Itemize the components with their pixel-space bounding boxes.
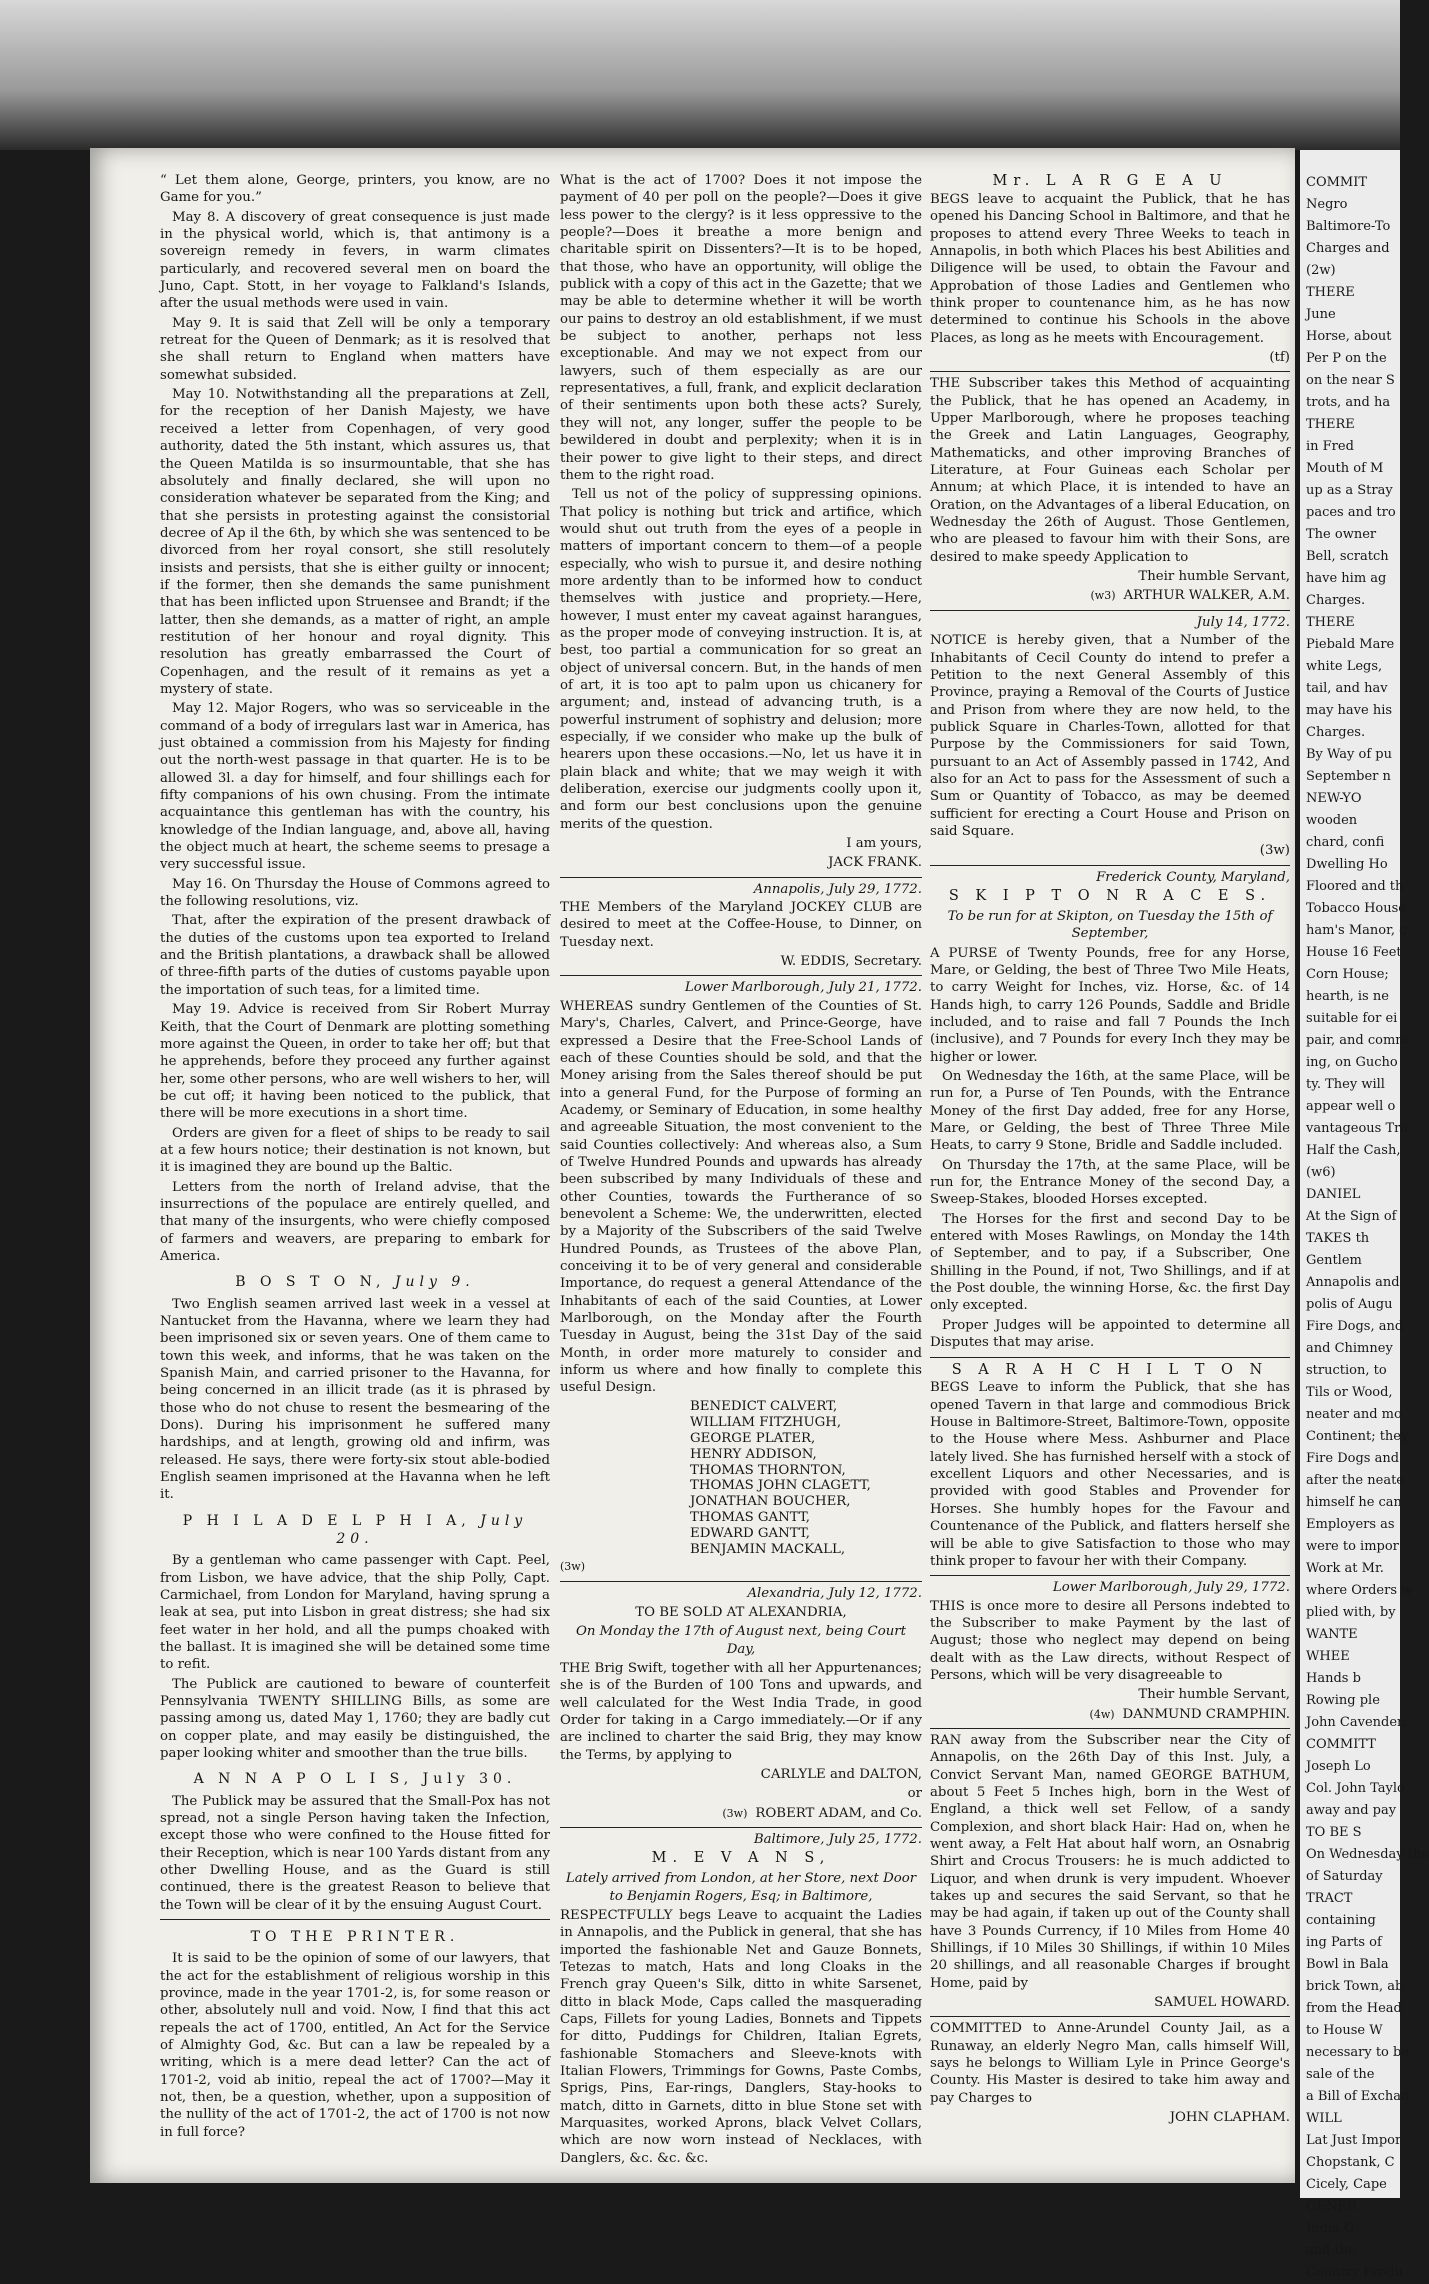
ad-text: A PURSE of Twenty Pounds, free for any Horse, Mare, or Gelding, the best of Three Two Mile Heats, to carry Weight for Inches, viz. Horse, &c. of 14 Hands high, to carry 126 Pounds, Saddle and Bridle included, and to raise and fall 7 Pounds the Inch (inclusive), and 7 Pounds for every Inch they may be higher or lower. xyxy=(930,945,1290,1065)
news-paragraph: May 19. Advice is received from Sir Robert Murray Keith, that the Court of Denmark are plotting something more against the Queen, in order to take her off; but that he apprehends, before they proceed any further against her, some other persons, who are well wishers to her, will be cut off; it having been noticed to the publick, that there will be more executions in a short time. xyxy=(160,1002,550,1122)
ad-signer-name: DANMUND CRAMPHIN. xyxy=(1122,1706,1290,1722)
partial-column-line: Dwelling Ho xyxy=(1306,857,1388,872)
ad-heading: S K I P T O N R A C E S. xyxy=(948,887,1272,904)
philadelphia-date: July 20. xyxy=(336,1512,528,1547)
news-paragraph: Letters from the north of Ireland advise, that the insurrections of the populace are entirely quelled, and that many of the insurgents, who were chiefly composed of farmers and weavers, are preparing to embark for America. xyxy=(160,1179,550,1264)
partial-column-line: hearth, is ne xyxy=(1306,989,1389,1004)
partial-column-line: Half the Cash, xyxy=(1306,1143,1401,1158)
trustee-name: HENRY ADDISON, xyxy=(690,1446,817,1462)
alexandria-sale-ad xyxy=(560,1585,922,1822)
partial-column-line: a Bill of Exchan xyxy=(1306,2089,1410,2104)
ad-text: NOTICE is hereby given, that a Number of the Inhabitants of Cecil County do intend to prefer a Petition to the next General Assembly of this Province, praying a Removal of the Courts of Justice and Prison from where they are now held, to the publick Square in Charles-Town, allotted for that Purpose by the Commissioners for said Town, pursuant to an Act of Assembly passed in 1742, And also for an Act to pass for the Assessment of such a Sum or Quantity of Tobacco, as may be deemed sufficient for erecting a Court House and Prison on said Square. xyxy=(930,633,1290,839)
partial-column-line: ing, on Gucho xyxy=(1306,1055,1398,1070)
ad-text: The Horses for the first and second Day to be entered with Moses Rawlings, on Monday the 14th of September, and to pay, if a Subscriber, One Shilling in the Pound, if not, Two Shillings, and if at the Post double, the winning Horse, &c. the first Day only excepted. xyxy=(930,1211,1290,1314)
partial-column-line: THERE xyxy=(1306,285,1355,300)
philadelphia-paragraph: By a gentleman who came passenger with Capt. Peel, from Lisbon, we have advice, that the ship Polly, Capt. Carmichael, from London for Maryland, having sprung a leak at sea, put into Lisbon in great distress; she had six feet water in her hold, and all the pumps choaked with the ballast. It is imagined she will be detained some time to refit. xyxy=(160,1553,550,1673)
partial-column-line: September n xyxy=(1306,769,1391,784)
trustee-name: WILLIAM FITZHUGH, xyxy=(690,1414,842,1430)
ad-date: July 14, 1772. xyxy=(1196,614,1290,630)
trustee-list xyxy=(560,1399,922,1559)
partial-column-line: Per P on the xyxy=(1306,351,1387,366)
trustee-name: JONATHAN BOUCHER, xyxy=(690,1494,851,1510)
partial-column-line: The owner xyxy=(1306,527,1377,542)
partial-column-line: TRACT xyxy=(1306,1891,1353,1906)
ad-text: On Thursday the 17th, at the same Place, will be run for, the Entrance Money of the second Day, a Sweep-Stakes, blooded Horses excepted. xyxy=(930,1157,1290,1208)
divider xyxy=(930,1728,1290,1729)
insertion-code: (3w) xyxy=(560,1560,585,1574)
partial-column-line: Gentlem xyxy=(1306,1253,1362,1268)
partial-column-line: Tils or Wood, xyxy=(1306,1385,1393,1400)
partial-column-line: vantageous Tra xyxy=(1306,1121,1409,1136)
trustee-name: BENJAMIN MACKALL, xyxy=(690,1542,846,1558)
partial-column-line: WANTE xyxy=(1306,1627,1358,1642)
skipton-races-ad xyxy=(930,869,1290,1352)
partial-column-line: Continent; they xyxy=(1306,1429,1409,1444)
ad-signer-name: ARTHUR WALKER, A.M. xyxy=(1123,588,1290,604)
trustee-name: THOMAS JOHN CLAGETT, xyxy=(690,1478,871,1494)
partial-column-line: Cicely, Cape xyxy=(1306,2177,1387,2192)
divider xyxy=(160,1919,550,1920)
trustee-name: BENEDICT CALVERT, xyxy=(690,1398,838,1414)
divider xyxy=(560,1827,922,1828)
partial-column-line: may have his xyxy=(1306,703,1393,718)
partial-column-line: Charges. xyxy=(1306,593,1366,608)
millinery-ad xyxy=(560,1831,922,2167)
partial-column-line: and Chimney xyxy=(1306,1341,1393,1356)
partial-column-line: ham's Manor, c xyxy=(1306,923,1407,938)
partial-column-line: (2w) xyxy=(1306,263,1336,278)
partial-column-line: appear well o xyxy=(1306,1099,1396,1114)
partial-column-line: neater and mo xyxy=(1306,1407,1402,1422)
partial-column-line: Tobacco House xyxy=(1306,901,1406,916)
partial-column-line: suitable for ei xyxy=(1306,1011,1398,1026)
partial-column-line: pair, and comm xyxy=(1306,1033,1408,1048)
academy-ad xyxy=(930,375,1290,604)
boston-paragraph: Two English seamen arrived last week in a vessel at Nantucket from the Havanna, where we learn they had been imprisoned six or seven years. One of them came to town this week, and informs, that he was taken on the Spanish Main, and carried prisoner to the Havanna, for being concerned in an illicit trade (as it is phrased by those who do not chuse to resent the besmearing of the Dons). During his imprisonment he suffered many hardships, and at length, growing old and infirm, was released. He says, there were forty-six stout able-bodied English seamen imprisoned at the Havanna when he left it. xyxy=(160,1296,550,1503)
ad-text: WHEREAS sundry Gentlemen of the Counties of St. Mary's, Charles, Calvert, and Prince-George, have expressed a Desire that the Free-School Lands of each of these Counties should be sold, and that the Money arising from the Sales thereof should be put into a general Fund, for the Purpose of forming an Academy, or Seminary of Education, in some healthy and agreeable Situation, the most convenient to the said Counties collectively: And whereas also, a Sum of Twelve Hundred Pounds and upwards has already been subscribed by many Individuals of these and other Counties, towards the Furtherance of so benevolent a Scheme: We, the underwritten, elected by a Majority of the Subscribers of the said Twelve Hundred Pounds, as Trustees of the above Plan, conceiving it to be of very general and considerable Importance, do request a general Attendance of the Inhabitants of each of the said Counties, at Lower Marlborough, on the Monday after the Fourth Tuesday in August, being the 31st Day of the said Month, in order more maturely to consider and inform us where and how finally to complete this useful Design. xyxy=(560,998,922,1396)
column-3 xyxy=(930,172,1290,2132)
partial-column-line: were to impor xyxy=(1306,1539,1399,1554)
partial-column-line: polis of Augu xyxy=(1306,1297,1393,1312)
committed-runaway-ad xyxy=(930,2020,1290,2126)
ad-signer: Their humble Servant, xyxy=(1138,569,1290,585)
trustee-name: EDWARD GANTT, xyxy=(690,1526,810,1542)
partial-column-line: paces and tro xyxy=(1306,505,1396,520)
letter-closing: I am yours, xyxy=(846,836,922,852)
insertion-code: (4w) xyxy=(1089,1707,1115,1721)
partial-column-line: On Wednesday the xyxy=(1306,1847,1429,1862)
partial-column-line: Horse, about xyxy=(1306,329,1392,344)
news-paragraph: May 10. Notwithstanding all the preparations at Zell, for the reception of her Danish Majesty, we have received a letter from Copenhagen, of very good authority, dated the 5th instant, which assures us, that the Queen Matilda is so insurmountable, that she has absolutely and finally declared, she will upon no consideration whatever be separated from the King; and that she persists in protesting against the consistorial decree of Ap il the 6th, by which she was sentenced to be divorced from her royal consort, she still resolutely insists and persists, that she is either guilty or innocent; if the former, then she demands the same punishment that has been inflicted upon Struensee and Brandt; if the latter, then she demands, as a matter of right, an ample restitution of her honour and royal dignity. This resolution has greatly embarrassed the Court of Copenhagen, and the result of it remains as yet a mystery of state. xyxy=(160,387,550,697)
partial-column-line: Col. John Taylo xyxy=(1306,1781,1405,1796)
partial-column-line: on the near S xyxy=(1306,373,1395,388)
divider xyxy=(930,2016,1290,2017)
to-the-printer-heading: TO THE PRINTER. xyxy=(250,1929,460,1946)
insertion-code: (3w) xyxy=(722,1806,748,1820)
ad-date: Alexandria, July 12, 1772. xyxy=(747,1585,922,1601)
partial-column-line: struction, to xyxy=(1306,1363,1387,1378)
partial-column-line: DANIEL xyxy=(1306,1187,1361,1202)
philadelphia-paragraph: The Publick are cautioned to beware of counterfeit Pennsylvania TWENTY SHILLING Bills, as some are passing among us, dated May 1, 1760; they are badly cut on copper plate, and may easily be distinguished, the paper looking whiter and smoother than the true bills. xyxy=(160,1676,550,1762)
ad-text: RESPECTFULLY begs Leave to acquaint the Ladies in Annapolis, and the Publick in general, that she has imported the fashionable Net and Gauze Bonnets, Tetezas to match, Hats and long Cloaks in the French gray Queen's Silk, ditto in white Sarsenet, ditto in black Mode, Caps called the masquerading Caps, Fillets for young Ladies, Bonnets and Tippets for ditto, Puddings for Children, Italian Egrets, fashionable Stomachers and Sleeve-knots with Italian Flowers, Trimmings for Gowns, Paste Combs, Sprigs, Pins, Ear-rings, Danglers, Stay-hooks to match, ditto in Garnets, ditto in blue Stone set with Marquasites, worked Aprons, black Velvet Collars, which are now worn instead of Necklaces, with Danglers, &c. &c. &c. xyxy=(560,1908,922,2166)
news-paragraph: Orders are given for a fleet of ships to be ready to sail at a few hours notice; their destination is not known, but it is imagined they are bound up the Baltic. xyxy=(160,1125,550,1176)
ad-date: Baltimore, July 25, 1772. xyxy=(753,1832,922,1848)
partial-column-line: sale of the xyxy=(1306,2067,1375,2082)
to-the-printer-paragraph: It is said to be the opinion of some of our lawyers, that the act for the establishment of religious worship in this province, made in the year 1701-2, is, for some reason or other, absolutely null and void. Now, I find that this act repeals the act of 1700, entitled, An Act for the Service of Almighty God, &c. But can a law be repealed by a writing, which is a mere dead letter? Can the act of 1701-2, void ab initio, repeal the act of 1700?—May it not, then, be a question, whether, upon a supposition of the nullity of the act of 1701-2, the act of 1700 is not now in full force? xyxy=(160,1951,550,2140)
trustee-name: THOMAS THORNTON, xyxy=(690,1462,846,1478)
trustee-name: THOMAS GANTT, xyxy=(690,1510,811,1526)
partial-column-line: brick Town, ab xyxy=(1306,1979,1404,1994)
partial-column-line: Rowing ple xyxy=(1306,1693,1380,1708)
scan-background xyxy=(0,0,1400,150)
debt-notice-ad xyxy=(930,1579,1290,1723)
partial-column-line: Mouth of M xyxy=(1306,461,1384,476)
partial-column-line: India G xyxy=(1306,2221,1355,2236)
divider xyxy=(930,1575,1290,1576)
ad-subheading: On Monday the 17th of August next, being Court Day, xyxy=(575,1624,906,1657)
ad-heading: Mr. L A R G E A U xyxy=(992,173,1228,189)
partial-column-line: ing Parts of xyxy=(1306,1935,1382,1950)
dancing-school-ad xyxy=(930,172,1290,366)
ad-text: RAN away from the Subscriber near the City of Annapolis, on the 26th Day of this Inst. July, a Convict Servant Man, named GEORGE BATHUM, about 5 Feet 5 Inches high, born in the West of England, a thick well set Fellow, of a sandy Complexion, and short black Hair: Had on, when he went away, a Felt Hat about half worn, an Osnabrig Shirt and Crocus Trousers: he is much addicted to Liquor, and when drunk is very impudent. Whoever takes up and secures the said Servant, so that he may be had again, if taken up out of the County shall have 3 Pounds Currency, if 10 Miles from Home 40 Shillings, if 10 Miles 30 Shillings, if within 10 Miles 20 shillings, and all reasonable Charges if brought Home, paid by xyxy=(930,1732,1290,1991)
letter-paragraph: What is the act of 1700? Does it not impose the payment of 40 per poll on the people?—Does it give less power to the clergy? is it less oppressive to the people?—Does it breathe a more benign and charitable spirit on Dissenters?—It is to be hoped, that those, who have an opportunity, will oblige the publick with a copy of this act in the Gazette; that we may be able to determine whether it will be worth our pains to destroy an old establishment, if we must be subject to another, perhaps not less exceptionable. And may we not expect from our lawyers, such of them especially as are our representatives, a full, frank, and explicit declaration of their sentiments upon both these acts? Surely, they will not, any longer, suffer the people to be bewildered in doubt and perplexity; when it is in their power to give light to their steps, and direct them to the right road. xyxy=(560,173,922,483)
ad-text: THE Subscriber takes this Method of acquainting the Publick, that he has opened an Academy, in Upper Marlborough, where he proposes teaching the Greek and Latin Languages, Geography, Mathematicks, and other improving Branches of Literature, at Four Guineas each Scholar per Annum; at which Place, it is intended to have an Oration, on the Advantages of a liberal Education, on Wednesday the 26th of August. Those Gentlemen, who are pleased to favour him with their Sons, are desired to make speedy Application to xyxy=(930,376,1290,565)
partial-column-line: THERE xyxy=(1306,417,1355,432)
partial-column-line: Floored and th xyxy=(1306,879,1404,894)
partial-column-line: Charges. xyxy=(1306,725,1366,740)
partial-column-line: to House W xyxy=(1306,2023,1383,2038)
partial-column-line: Negro xyxy=(1306,197,1348,212)
partial-column-line: (w6) xyxy=(1306,1165,1336,1180)
partial-column-line: COMMIT xyxy=(1306,175,1368,190)
news-paragraph: May 8. A discovery of great consequence is just made in the physical world, which is, that antimony is a sovereign remedy in fevers, in warm climates particularly, and recovered several men on board the Juno, Capt. Stott, in her voyage to Falkland's Islands, after the usual methods were used in vain. xyxy=(160,209,550,312)
divider xyxy=(930,1357,1290,1358)
partial-column-line: ty. They will xyxy=(1306,1077,1385,1092)
partial-column-line: away and pay xyxy=(1306,1803,1397,1818)
partial-column-line: chard, confi xyxy=(1306,835,1385,850)
partial-column-line: Employers as xyxy=(1306,1517,1395,1532)
partial-column-line: wooden xyxy=(1306,813,1358,828)
ad-signer-name: JOHN CLAPHAM. xyxy=(1169,2110,1290,2126)
partial-column-line: containing xyxy=(1306,1913,1376,1928)
insertion-code: (w3) xyxy=(1090,589,1116,603)
partial-column-line: himself he can xyxy=(1306,1495,1402,1510)
ad-date: Lower Marlborough, July 29, 1772. xyxy=(1052,1580,1290,1596)
partial-column-line: necessary to be xyxy=(1306,2045,1410,2060)
partial-column-line: from the Head xyxy=(1306,2001,1402,2016)
section-heading-philadelphia xyxy=(160,1512,550,1549)
partial-column-line: NEW-YO xyxy=(1306,791,1362,806)
partial-column-line: and the xyxy=(1306,2243,1356,2258)
partial-column-line: tail, and hav xyxy=(1306,681,1388,696)
ad-text: COMMITTED to Anne-Arundel County Jail, as a Runaway, an elderly Negro Man, calls himself Will, says he belongs to William Lyle in Prince George's County. His Master is desired to take him away and pay Charges to xyxy=(930,2021,1290,2106)
partial-column-line: TO BE S xyxy=(1306,1825,1362,1840)
partial-column-line: have him ag xyxy=(1306,571,1387,586)
column-1 xyxy=(160,172,550,2140)
partial-column-line: up as a Stray xyxy=(1306,483,1393,498)
partial-column-line: Lat Just Impor xyxy=(1306,2133,1402,2148)
divider xyxy=(560,1581,922,1582)
ad-subheading: To be run for at Skipton, on Tuesday the 15th of September, xyxy=(947,908,1273,942)
partial-column-line: Work at Mr. xyxy=(1306,1561,1384,1576)
partial-column-line: At the Sign of xyxy=(1306,1209,1397,1224)
news-paragraph: May 12. Major Rogers, who was so serviceable in the command of a body of irregulars last war in America, has just obtained a commission from his Majesty for finding out the north-west passage in that quarter. He is to be allowed 3l. a day for himself, and four shillings each for fifty companions of his own chusing. From the intimate acquaintance this gentleman has with the country, his knowledge of the Indian language, and, above all, having the object much at heart, the scheme seems to presage a very successful issue. xyxy=(160,701,550,873)
partial-column-line: Country Produ xyxy=(1306,2265,1403,2280)
ad-text: On Wednesday the 16th, at the same Place, will be run for, a Purse of Ten Pounds, with the Entrance Money of the first Day added, free for any Horse, Mare, or Gelding, the best of Three Three Mile Heats, to carry 9 Stone, Bridle and Saddle included. xyxy=(930,1069,1290,1154)
ad-heading: M. E V A N S, xyxy=(651,1850,831,1867)
ad-signer-name: SAMUEL HOWARD. xyxy=(1154,1995,1290,2011)
column-4-partial xyxy=(1306,172,1429,2280)
partial-column-line: Charges and xyxy=(1306,241,1390,256)
ad-text: BEGS Leave to inform the Publick, that she has opened Tavern in that large and commodious Brick House in Baltimore-Street, Baltimore-Town, opposite to the House where Mess. Ashburner and Place lately lived. She has furnished herself with a stock of excellent Liquors and other Necessaries, and is provided with good Stables and Provender for Horses. She humbly hopes for the Favour and Countenance of the Publick, and flatters herself she will be able to give Satisfaction to those who may think proper to favour her with their Company. xyxy=(930,1380,1290,1569)
news-paragraph: “ Let them alone, George, printers, you know, are no Game for you.” xyxy=(160,173,550,206)
runaway-servant-ad xyxy=(930,1732,1290,2012)
ad-date: Frederick County, Maryland, xyxy=(1096,869,1290,885)
partial-column-line: Piebald Mare xyxy=(1306,637,1395,652)
boston-date: July 9. xyxy=(394,1274,475,1291)
divider xyxy=(560,877,922,878)
partial-column-line: Corn House; xyxy=(1306,967,1389,982)
divider xyxy=(930,610,1290,611)
partial-column-line: WHEE xyxy=(1306,1649,1350,1664)
free-school-ad xyxy=(560,979,922,1575)
news-paragraph: May 9. It is said that Zell will be only a temporary retreat for the Queen of Denmark; as it is resolved that she shall return to England when matters have somewhat subsided. xyxy=(160,315,550,383)
partial-column-line: Joseph Lo xyxy=(1306,1759,1371,1774)
letter-signer: JACK FRANK. xyxy=(828,855,922,871)
divider xyxy=(560,975,922,976)
trustee-name: GEORGE PLATER, xyxy=(690,1430,816,1446)
partial-column-line: TAKES th xyxy=(1306,1231,1370,1246)
ad-date: Annapolis, July 29, 1772. xyxy=(753,881,922,897)
ad-text: THIS is once more to desire all Persons indebted to the Subscriber to make Payment by the last of August; those who neglect may depend on being dealt with as the Law directs, without Respect of Persons, which will be very disagreeable to xyxy=(930,1598,1290,1683)
partial-column-line: Fire Dogs, and xyxy=(1306,1319,1404,1334)
partial-column-line: Bell, scratch xyxy=(1306,549,1389,564)
partial-column-line: Hands b xyxy=(1306,1671,1361,1686)
news-paragraph: That, after the expiration of the present drawback of the duties of the customs upon tea exported to Ireland and the British plantations, a drawback shall be allowed of three-fifth parts of the duties of customs payable upon the importation of such teas, for a limited time. xyxy=(160,913,550,998)
ad-heading: S A R A H C H I L T O N xyxy=(951,1361,1269,1378)
partial-column-line: trots, and ha xyxy=(1306,395,1391,410)
ad-signer: Their humble Servant, xyxy=(1138,1687,1290,1703)
insertion-code: (3w) xyxy=(1259,843,1290,859)
partial-column-line: John Cavender, xyxy=(1306,1715,1406,1730)
partial-column-line: Baltimore-To xyxy=(1306,219,1391,234)
divider xyxy=(930,371,1290,372)
ad-subheading: Lately arrived from London, at her Store, next Door to Benjamin Rogers, Esq; in Baltimore, xyxy=(565,1871,917,1904)
partial-column-line: Chopstank, C xyxy=(1306,2155,1395,2170)
philadelphia-heading: P H I L A D E L P H I A, xyxy=(182,1512,471,1529)
ad-signer-or: or xyxy=(907,1786,922,1802)
partial-column-line: THERE xyxy=(1306,615,1355,630)
partial-column-line: Bowl in Bala xyxy=(1306,1957,1389,1972)
ad-heading: TO BE SOLD AT ALEXANDRIA, xyxy=(635,1604,847,1620)
ad-text: BEGS leave to acquaint the Publick, that he has opened his Dancing School in Baltimore, and that he proposes to attend every Three Weeks to teach in Annapolis, in both which Places his best Abilities and Diligence will be used, to obtain the Favour and Approbation of those Ladies and Gentlemen who think proper to countenance him, as he has now determined to continue his Schools in the above Places, as long as he meets with Encouragement. xyxy=(930,191,1290,346)
annapolis-heading: A N N A P O L I S, xyxy=(193,1771,414,1788)
partial-column-line: June xyxy=(1306,307,1336,322)
partial-column-line: Fire Dogs and xyxy=(1306,1451,1400,1466)
ad-text: THE Brig Swift, together with all her Appurtenances; she is of the Burden of 100 Tons and upwards, and well calculated for the West India Trade, in good Order for taking in a Cargo immediately.—Or if any are inclined to charter the said Brig, they may know the Terms, by applying to xyxy=(560,1660,922,1763)
ad-date: Lower Marlborough, July 21, 1772. xyxy=(684,980,922,996)
ad-text: THE Members of the Maryland JOCKEY CLUB are desired to meet at the Coffee-House, to Dinner, on Tuesday next. xyxy=(560,900,922,950)
jockey-club-ad xyxy=(560,881,922,971)
partial-column-line: of Saturday xyxy=(1306,1869,1383,1884)
ad-text: Proper Judges will be appointed to determine all Disputes that may arise. xyxy=(930,1317,1290,1351)
boston-heading: B O S T O N, xyxy=(235,1274,386,1291)
news-paragraph: May 16. On Thursday the House of Commons agreed to the following resolutions, viz. xyxy=(160,876,550,910)
ad-signer: CARLYLE and DALTON, xyxy=(760,1767,922,1783)
tavern-ad xyxy=(930,1361,1290,1571)
section-heading-annapolis xyxy=(160,1770,550,1788)
ad-signer: ROBERT ADAM, and Co. xyxy=(755,1805,922,1821)
partial-column-line: COMMITT xyxy=(1306,1737,1376,1752)
insertion-code: (tf) xyxy=(1269,350,1290,366)
partial-column-line: in Fred xyxy=(1306,439,1354,454)
partial-column-line: Annapolis and xyxy=(1306,1275,1400,1290)
annapolis-date: July 30. xyxy=(422,1771,517,1788)
divider xyxy=(930,865,1290,866)
ad-signer: W. EDDIS, Secretary. xyxy=(780,954,922,970)
partial-column-line: House 16 Feet xyxy=(1306,945,1402,960)
letter-paragraph: Tell us not of the policy of suppressing opinions. That policy is nothing but trick and artifice, which would shut out truth from the eyes of a people in matters of important concern to them—of a people especially, who wish to pursue it, and desire nothing more ardently than to be informed how to conduct themselves with justice and propriety.—Here, however, I must enter my caveat against harangues, as the proper mode of conveying instruction. It is, at best, too partial a communication for so great an object of universal concern. But, in the hands of men of art, it is too apt to palm upon us chicanery for argument; and, instead of advancing truth, is a powerful instrument of sophistry and delusion; more especially, if we consider who make up the bulk of hearers upon these occasions.—No, let us have it in plain black and white; that we may weigh it with deliberation, exercise our judgments coolly upon it, and form our best conclusions upon the genuine merits of the question. xyxy=(560,487,922,832)
partial-column-line: By Way of pu xyxy=(1306,747,1392,762)
partial-column-line: after the neate xyxy=(1306,1473,1404,1488)
partial-column-line: WILL xyxy=(1306,2111,1342,2126)
petition-notice-ad xyxy=(930,614,1290,860)
section-heading-boston xyxy=(160,1273,550,1291)
partial-column-line: white Legs, xyxy=(1306,659,1383,674)
partial-column-line: where Orders w xyxy=(1306,1583,1413,1598)
partial-column-line: plied with, by xyxy=(1306,1605,1396,1620)
annapolis-paragraph: The Publick may be assured that the Small-Pox has not spread, not a single Person having taken the Infection, except those who were confined to the House fitted for their Reception, which is near 100 Yards distant from any other Dwelling House, and as the Guard is still continued, there is the greatest Reason to believe that the Town will be clear of it by the ensuing August Court. xyxy=(160,1793,550,1913)
column-2 xyxy=(560,172,922,2166)
partial-column-line: GENER xyxy=(1306,2199,1357,2214)
